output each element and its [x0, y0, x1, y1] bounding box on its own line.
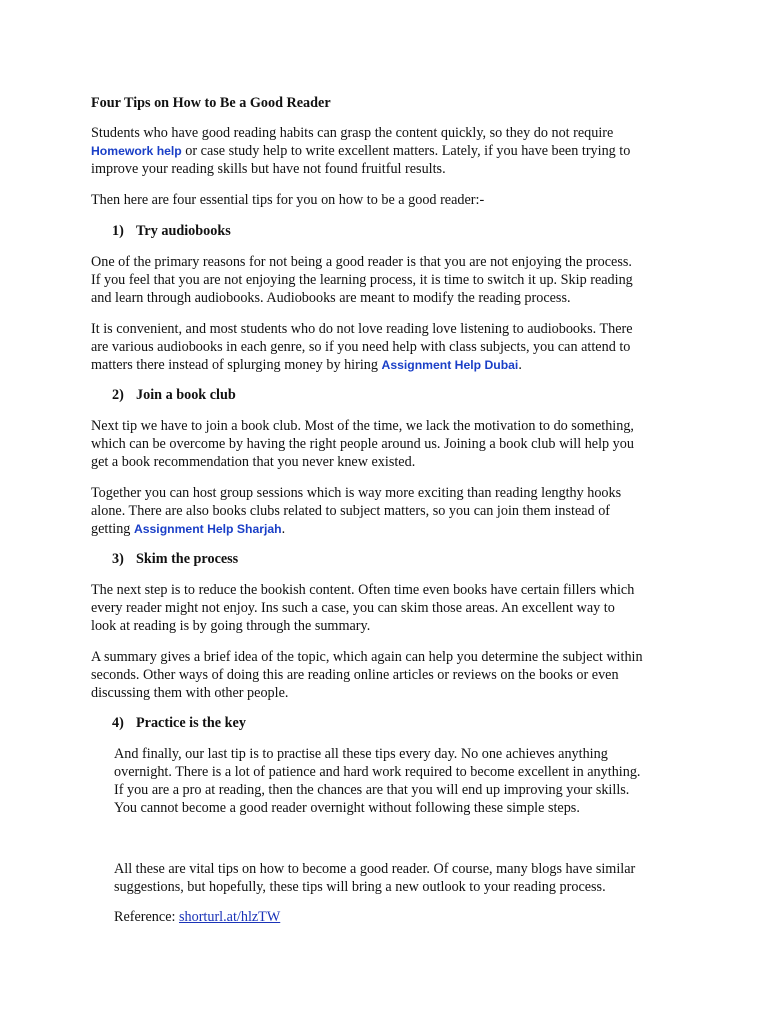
paragraph-line: Together you can host group sessions which is way more exciting than reading lengthy hooks	[91, 485, 622, 501]
tip-heading	[112, 222, 231, 240]
homework-help-link[interactable]: Homework help	[91, 144, 182, 158]
tip-heading-text: Join a book club	[136, 387, 236, 403]
paragraph-line: alone. There are also books clubs related to subject matters, so you can join them instead of	[91, 503, 611, 519]
paragraph-text: matters there instead of splurging money by hiring	[91, 357, 382, 373]
tip-heading-text: Try audiobooks	[136, 223, 231, 239]
tip-number: 4)	[112, 715, 124, 731]
paragraph-line: And finally, our last tip is to practise all these tips every day. No one achieves anything	[114, 746, 608, 762]
paragraph-line: One of the primary reasons for not being a good reader is that you are not enjoying the process.	[91, 254, 632, 270]
reference-label: Reference:	[114, 909, 179, 925]
paragraph-line: seconds. Other ways of doing this are reading online articles or reviews on the books or even	[91, 667, 619, 683]
lead-in: Then here are four essential tips for you on how to be a good reader:-	[91, 192, 485, 208]
intro-line: Students who have good reading habits can grasp the content quickly, so they do not require	[91, 125, 614, 141]
paragraph-line: are various audiobooks in each genre, so if you need help with class subjects, you can attend to	[91, 339, 631, 355]
paragraph-line: and learn through audiobooks. Audiobooks are meant to modify the reading process.	[91, 290, 571, 306]
paragraph-line: every reader might not enjoy. Ins such a case, you can skim those areas. An excellent way to	[91, 600, 615, 616]
paragraph-text: getting	[91, 521, 134, 537]
closing-line: All these are vital tips on how to become a good reader. Of course, many blogs have similar	[114, 861, 636, 877]
paragraph-line: get a book recommendation that you never knew existed.	[91, 454, 416, 470]
tip-heading	[112, 550, 238, 568]
paragraph-line: look at reading is by going through the summary.	[91, 618, 371, 634]
paragraph-line	[91, 520, 285, 538]
paragraph-line: If you feel that you are not enjoying the learning process, it is time to switch it up. Skip reading	[91, 272, 633, 288]
intro-line: improve your reading skills but have not found fruitful results.	[91, 161, 446, 177]
assignment-help-dubai-link[interactable]: Assignment Help Dubai	[381, 358, 519, 372]
paragraph-text: .	[281, 521, 286, 537]
reference-line	[114, 908, 280, 926]
tip-number: 3)	[112, 551, 124, 567]
paragraph-line: which can be overcome by having the right people around us. Joining a book club will help you	[91, 436, 634, 452]
paragraph-line: A summary gives a brief idea of the topic, which again can help you determine the subject within	[91, 649, 643, 665]
paragraph-line: discussing them with other people.	[91, 685, 289, 701]
paragraph-text: .	[518, 357, 522, 373]
tip-heading	[112, 386, 236, 404]
closing-line: suggestions, but hopefully, these tips will bring a new outlook to your reading process.	[114, 879, 606, 895]
paragraph-line: The next step is to reduce the bookish content. Often time even books have certain fillers which	[91, 582, 635, 598]
paragraph-line	[91, 356, 522, 374]
assignment-help-sharjah-link[interactable]: Assignment Help Sharjah	[133, 522, 282, 536]
tip-heading-text: Practice is the key	[136, 715, 246, 731]
tip-number: 2)	[112, 387, 124, 403]
intro-text: or case study help to write excellent matters. Lately, if you have been trying to	[181, 143, 631, 159]
paragraph-line: If you are a pro at reading, then the chances are that you will end up improving your skills.	[114, 782, 630, 798]
paragraph-line: You cannot become a good reader overnight without following these simple steps.	[114, 800, 580, 816]
reference-link[interactable]: shorturl.at/hlzTW	[178, 909, 281, 925]
tip-heading-text: Skim the process	[136, 551, 239, 567]
intro-line	[91, 142, 630, 160]
paragraph-line: Next tip we have to join a book club. Most of the time, we lack the motivation to do something,	[91, 418, 634, 434]
document-title: Four Tips on How to Be a Good Reader	[91, 95, 331, 111]
paragraph-line: It is convenient, and most students who do not love reading love listening to audiobooks. There	[91, 321, 633, 337]
paragraph-line: overnight. There is a lot of patience and hard work required to become excellent in anything.	[114, 764, 641, 780]
tip-heading	[112, 714, 246, 732]
tip-number: 1)	[112, 223, 124, 239]
